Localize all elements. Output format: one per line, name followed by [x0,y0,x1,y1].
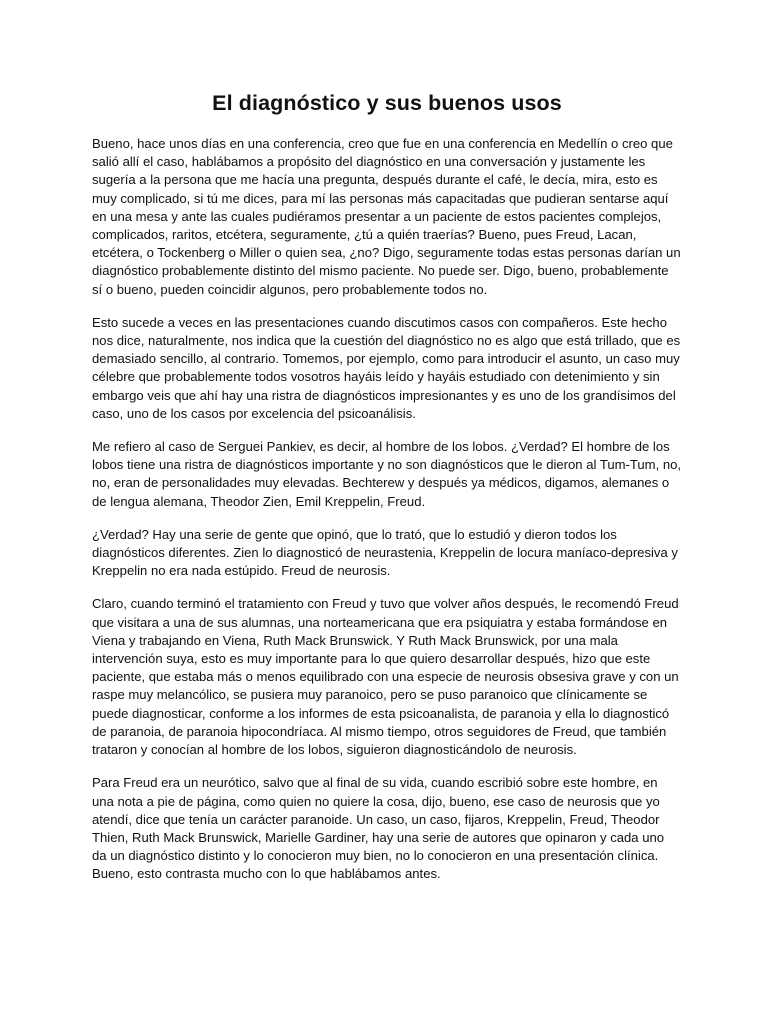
paragraph-5: Claro, cuando terminó el tratamiento con Freud y tuvo que volver años después, le recomendó Freud que visitara a una de sus alumnas, una norteamericana que era psiquiatra y estaba formándose en Viena y trabajando en Viena, Ruth Mack Brunswick. Y Ruth Mack Brunswick, por una mala intervención suya, esto es muy importante para lo que quiero desarrollar después, hizo que este paciente, que estaba más o menos equilibrado con una especie de neurosis obsesiva grave y con un raspe muy melancólico, se pusiera muy paranoico, pero se puso paranoico que clínicamente se puede diagnosticar, conforme a los informes de esta psicoanalista, de paranoia y ella lo diagnosticó de paranoia, de paranoia hipocondríaca. Al mismo tiempo, otros seguidores de Freud, que también trataron y conocían al hombre de los lobos, siguieron diagnosticándolo de neurosis. [92,596,679,758]
document-page [92,88,682,899]
document-title: El diagnóstico y sus buenos usos [212,91,562,115]
paragraph-1: Bueno, hace unos días en una conferencia, creo que fue en una conferencia en Medellín o creo que salió allí el caso, hablábamos a propósito del diagnóstico en una conversación y justamente les sugería a la persona que me hacía una pregunta, después durante el café, le decía, mira, esto es muy complicado, si tú me dices, para mí las personas más capacitadas que pudieran sentarse aquí en una mesa y ante las cuales pudiéramos presentar a un paciente de estos pacientes complejos, complicados, raritos, etcétera, seguramente, ¿tú a quién traerías? Bueno, pues Freud, Lacan, etcétera, o Tockenberg o Miller o quien sea, ¿no? Digo, seguramente todas estas personas darían un diagnóstico probablemente distinto del mismo paciente. No puede ser. Digo, bueno, probablemente sí o bueno, pueden coincidir algunos, pero probablemente todos no. [92,136,681,297]
paragraph-3: Me refiero al caso de Serguei Pankiev, es decir, al hombre de los lobos. ¿Verdad? El hombre de los lobos tiene una ristra de diagnósticos importante y no son diagnósticos que le dieron al Tum-Tum, no, no, eran de personalidades muy elevadas. Bechterew y después ya médicos, digamos, alemanes o de lengua alemana, Theodor Zien, Emil Kreppelin, Freud. [92,439,682,509]
paragraph-4: ¿Verdad? Hay una serie de gente que opinó, que lo trató, que lo estudió y dieron todos los diagnósticos diferentes. Zien lo diagnosticó de neurastenia, Kreppelin de locura maníaco-depresiva y Kreppelin no era nada estúpido. Freud de neurosis. [92,526,678,579]
paragraph-2: Esto sucede a veces en las presentaciones cuando discutimos casos con compañeros. Este hecho nos dice, naturalmente, nos indica que la cuestión del diagnóstico no es algo que está trillado, que es demasiado sencillo, al contrario. Tomemos, por ejemplo, como para introducir el asunto, un caso muy célebre que probablemente todos vosotros hayáis leído y hayáis estudiado con detenimiento y sin embargo veis que ahí hay una ristra de diagnósticos impresionantes y es uno de los grandísimos del caso, uno de los casos por excelencia del psicoanálisis. [92,314,681,421]
paragraph-6: Para Freud era un neurótico, salvo que al final de su vida, cuando escribió sobre este hombre, en una nota a pie de página, como quien no quiere la cosa, dijo, bueno, ese caso de neurosis que yo atendí, dice que tenía un carácter paranoide. Un caso, un caso, fijaros, Kreppelin, Freud, Theodor Thien, Ruth Mack Brunswick, Marielle Gardiner, hay una serie de autores que opinaron y cada uno da un diagnóstico distinto y lo conocieron muy bien, no lo conocieron en una presentación clínica. Bueno, esto contrasta mucho con lo que hablábamos antes. [92,775,665,882]
